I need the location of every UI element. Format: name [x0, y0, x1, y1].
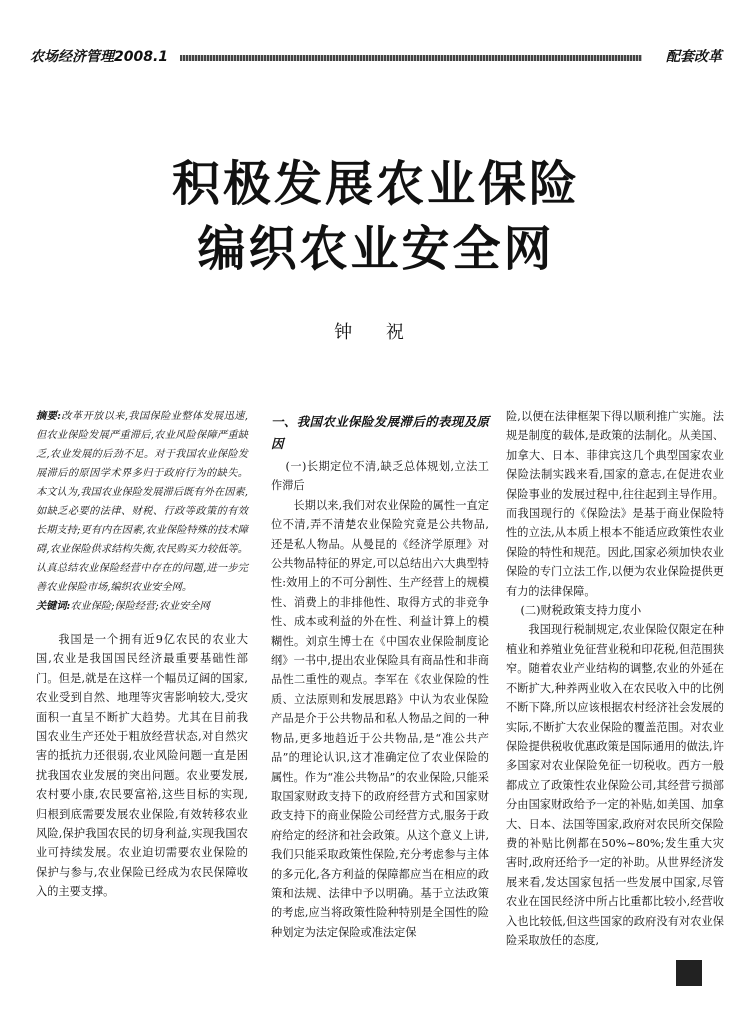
keywords-text: 农业保险;保险经营;农业安全网: [70, 601, 210, 612]
author: 钟 祝: [334, 322, 418, 343]
column-middle: [271, 407, 489, 942]
section-heading: 一、我国农业保险发展滞后的表现及原因: [271, 414, 489, 451]
abstract: [36, 407, 248, 597]
body-paragraph-1: 长期以来,我们对农业保险的属性一直定位不清,弄不清楚农业保险究竟是公共物品,还是私人物品。从曼昆的《经济学原理》对公共物品特征的界定,可以总结出六大典型特性:效用上的不可分割性、生产经营上的规模性、消费上的非排他性、取得方式的非竞争性、成本或利益的外在性、利益计算上的模糊性。刘京生博士在《中国农业保险制度论纲》一书中,提出农业保险具有商品性和非商品性二重性的观点。李军在《农业保险的性质、立法原则和发展思路》中认为农业保险产品是介于公共物品和私人物品之间的一种物品,更多地趋近于公共物品,是“准公共产品”的理论认识,这才准确定位了农业保险的属性。作为“准公共物品”的农业保险,只能采取国家财政支持下的政府经营方式和国家财政支持下的商业保险公司经营方式,服务于政府给定的经济和社会政策。从这个意义上讲,我们只能采取政策性保险,充分考虑参与主体的多元化,各方利益的保障都应当在相应的政策和法规、法律中予以明确。基于立法政策的考虑,应当将政策性险种特别是全国性的险种划定为法定保险或准法定保: [271, 498, 489, 939]
column-left: [36, 407, 248, 902]
abstract-text: 改革开放以来,我国保险业整体发展迅速,但农业保险发展严重滞后,农业风险保障严重缺乏,农业发展的后劲不足。对于我国农业保险发展滞后的原因学术界多归于政府行为的缺失。本文认为,我国农业保险发展滞后既有外在因素,如缺乏必要的法律、财税、行政等政策的有效长期支持;更有内在因素,农业保险特殊的技术障碍,农业保险供求结构失衡,农民购买力较低等。认真总结农业保险经营中存在的问题,进一步完善农业保险市场,编织农业安全网。: [36, 411, 248, 593]
page-corner-mark: [676, 960, 702, 986]
subheading-2: (二)财税政策支持力度小: [520, 604, 642, 618]
article-title-line1: 积极发展农业保险: [171, 156, 580, 212]
body-paragraph-1-cont: 险,以便在法律框架下得以顺利推广实施。法规是制度的载体,是政策的法制化。从美国、加拿大、日本、菲律宾这几个典型国家农业保险法制实践来看,国家的意志,在促进农业保险事业的发展过程中,往往起到主导作用。而我国现行的《保险法》是基于商业保险特性的立法,从本质上根本不能适应政策性农业保险的特性和规范。因此,国家必须加快农业保险的专门立法工作,以便为农业保险提供更有力的法律保障。: [506, 410, 724, 598]
article-title-line2: 编织农业安全网: [197, 221, 555, 277]
journal-name: 农场经济管理2008.1: [30, 49, 169, 65]
subheading-1: (一)长期定位不清,缺乏总体规划,立法工作滞后: [271, 460, 489, 493]
keywords-label: 关键词:: [36, 600, 71, 612]
section-tag: 配套改革: [666, 49, 722, 65]
column-right: [506, 407, 724, 950]
intro-paragraph: 我国是一个拥有近9亿农民的农业大国,农业是我国国民经济最重要基础性部门。但是,就是在这样一个幅员辽阔的国家,农业受到自然、地理等灾害影响较大,受灾面积一直呈不断扩大趋势。尤其在目前我国农业生产还处于粗放经营状态,对自然灾害的抵抗力还很弱,农业风险问题一直是困扰我国农业发展的突出问题。农业要发展,农村要小康,农民要富裕,这些目标的实现,归根到底需要发展农业保险,有效转移农业风险,保护我国农民的切身利益,实现我国农业可持续发展。农业迫切需要农业保险的保护与参与,农业保险已经成为农民保障收入的主要支撑。: [36, 633, 248, 899]
header-rule: [180, 55, 642, 61]
keywords: [36, 597, 248, 616]
running-header: [30, 44, 722, 66]
body-paragraph-2: 我国现行税制规定,农业保险仅限定在种植业和养殖业免征营业税和印花税,但范围狭窄。随着农业产业结构的调整,农业的外延在不断扩大,种养两业收入在农民收入中的比例不断下降,所以应该根据农村经济社会发展的实际,不断扩大农业保险的覆盖范围。对农业保险提供税收优惠政策是国际通用的做法,许多国家对农业保险免征一切税收。西方一般都成立了政策性农业保险公司,其经营亏损部分由国家财政给予一定的补贴,如美国、加拿大、日本、法国等国家,政府对农民所交保险费的补贴比例都在50%~80%;发生重大灾害时,政府还给予一定的补助。从世界经济发展来看,发达国家包括一些发展中国家,尽管农业在国民经济中所占比重都比较小,经营收入也比较低,但这些国家的政府没有对农业保险采取放任的态度,: [506, 623, 724, 947]
abstract-label: 摘要:: [36, 410, 61, 422]
